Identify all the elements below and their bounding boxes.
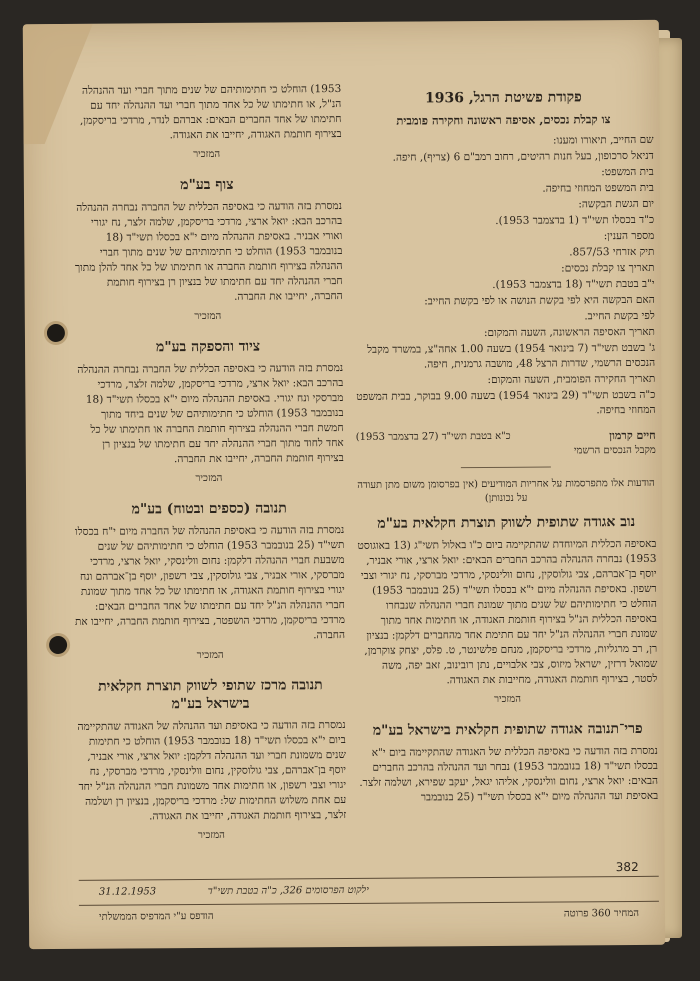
right-column (353, 80, 658, 807)
field-value: י"ב בטבת תשי"ד (18 בדצמבר 1953). (492, 277, 655, 291)
field-label: שם החייב, תיאורו ומענו: (552, 133, 654, 147)
field-label: בית המשפט: (601, 165, 654, 179)
field-value: ג' בשבט תשי"ד (7 בינואר 1954) בשעה 1.00 אחה"צ, במשרד מקבל הנכסים הרשמי, שדרות הרצל 48, מושבה גרמנית, חיפה. (367, 341, 656, 371)
price: המחיר 360 פרוטה (563, 907, 640, 920)
section-text: נמסרת בזה הודעה כי באסיפה הכללית של האגודה שהתקיימה ביום י"א בכסלו תשי"ד (18 בנובמבר 1953) נבחר ועד ההנהלה בהרכב החברים הבאים: יואל ארצי, נחום וולינסקי, אליהו יגאל, יעקב שפירא, ושלמה זלצר. באסיפת ועד ההנהלה מיום י"א בכסלו תשי"ד (25 בנובמבר (359, 744, 659, 804)
section-text: נמסרת בזה הודעה כי באסיפה הכללית של החברה נבחרה ההנהלה בהרכב הבא: יואל ארצי, מרדכי בריסקמן, שלמה זלצר, נח יגורי ואורי אבניר. באסיפת ההנהלה מיום י"א בכסלו תשי"ד (18 בנובמבר 1953) הוחלט כי חתימותיהם של שנים מתוך חברי ההנהלה בצירוף חותמת החברה או חתימתו של כל אחד להלן מתוך חברי ההנהלה יחד עם חתימתו של בנציון רן בצירוף חותמת החברה, יחייבו את החברה. (74, 200, 343, 303)
sign-date: כ"א בטבת תשי"ד (27 בדצמבר 1953) (355, 430, 511, 443)
section-heading: צוף בע"מ (180, 176, 234, 194)
left-column (71, 82, 346, 858)
document-page (23, 20, 665, 949)
footer-rule (79, 901, 659, 906)
field-label: תאריך החקירה הפומבית, השעה והמקום: (487, 372, 656, 386)
section-text: נמסרת בזה הודעה כי באסיפת ההנהלה של החברה מיום י"ח בכסלו תשי"ד (25 בנובמבר 1953) הוחלט כי חתימותיהם של שנים משבעת חברי ההנהלה דלקמן: נחום וולינסקי, יואל ארצי, מרדכי מברסקי, אורי אבניר, צבי גולוסקין, צבי רשפון, יוסף בן־אברהם ונח יגורי בצירוף חותמת האגודה, או חתימתו של כל אחד מתוך שמונת חברי ההנהלה הנ"ל יחד עם חתימתו של אחד החברים הבאים: מרדכי בריסקמן, מרדכי הושפטר, בצירוף חותמת החברה, יחייבו את החברה. (74, 523, 346, 642)
field-label: מספר הענין: (603, 229, 655, 243)
field-label: תאריך האסיפה הראשונה, השעה והמקום: (483, 325, 655, 340)
notice-title: פקודת פשיטת הרגל, 1936 (424, 89, 582, 107)
section-signature: המזכיר (494, 693, 521, 705)
signer-name: חיים קרמון (609, 428, 656, 443)
continued-text: 1953) הוחלט כי חתימותיהם של שנים מתוך חברי ועד ההנהלה הנ"ל, או חתימתו של כל אחד מתוך חברי ועד ההנהלה יחד עם חתימתו של אחד החברים הבאים: אברהם לנדר, מרדכי בריסקמן, בצירוף חותמת האגודה, יחייבו את האגודה. (79, 83, 342, 142)
section-heading: פרי־תנובה אגודה שתופית חקלאית בישראל בע"מ (372, 720, 643, 739)
section-signature: המזכיר (195, 472, 223, 485)
section-text: נמסרת בזה הודעה כי באסיפת ועד ההנהלה של האגודה שהתקיימה ביום י"א בכסלו תשי"ד (18 בנובמבר 1953) הוחלט כי חתימות שנים משמונת חברי ועד ההנהלה דלקמן: יואל ארצי, אורי אבניר, יוסף בן־אברהם, צבי גולוסקין, נחום וולינסקי, מרדכי מברסקי, נח יגורי וצבי רשפון, או חתימות אחד משמונת חברי ההנהלה הנ"ל יחד עם אחת משלוש החתימות של: מרדכי בריסקמן, בנציון רן ושלמה זלצר, בצירוף חותמת האגודה, יחייבו את האגודה. (77, 718, 347, 823)
section-heading: תנובה מרכז שתופי לשווק תוצרת חקלאית בישראל בע"מ (98, 677, 323, 713)
field-value: דניאל סרכופון, בעל חנות רהיטים, רחוב רמב"ם 6 (צריף), חיפה. (392, 149, 654, 164)
publication-reference: ילקוט הפרסומים 326, כ"ה בטבת תשי"ד (207, 884, 369, 897)
signer-title: מקבל הנכסים הרשמי (573, 444, 656, 457)
signature-block (356, 428, 656, 460)
page-footer (69, 859, 666, 942)
section-text: נמסרת בזה הודעה כי באסיפה הכללית של החברה נבחרה ההנהלה בהרכב הבא: יואל ארצי, מרדכי בריסקמן, שלמה זלצר, מרדכי מברסקי ונח יגורי. באסיפת ההנהלה מיום י"א בכסלו תשי"ד (18 בנובמבר 1953) הוחלט כי חתימותיהם של שנים ביחד מתוך חמשת חברי ההנהלה בצירוף חותמת החברה או חתימתו של כל אחד לחוד מתוך חברי ההנהלה יחד עם חתימתו של בנציון רן בצירוף חותמת החברה, יחייבו את החברה. (77, 362, 344, 466)
section-text: באסיפה הכללית המיוחדת שהתקיימה ביום כ"ו באלול תשי"ג (13 באוגוסט 1953) נבחרה ההנהלה בהרכב החברים הבאים: יואל ארצי, אורי אבניר, יוסף בן־אברהם, צבי גולוסקין, נחום וולינסקי, מרדכי מברסקי, נח יגורי וצבי רשפון. באסיפת ההנהלה מיום י"א בכסלו תשי"ד (25 בנובמבר 1953) הוחלט כי חתימותיהם של שנים מתוך שמונת חברי ההנהלה שנבחרו באסיפה הכללית הנ"ל בצירוף חותמת האגודה, או חתימות אחד מתוך שמונת חברי ההנהלה הנ"ל יחד עם חתימת אחד מהחברים דלקמן: בנציון רן, רב מרגליות, מרדכי בריסקמן, מנחם פלשינטר, ט. פלס, יצחק צוקרמן, שמואל דרזין, ישראל מיזוס, צבי אלבויים, נתן רובינוב, זאב יפה, משה לסטר, בצירוף חותמת האגודה, מחייבות את האגודה. (357, 537, 658, 687)
punch-hole (47, 324, 65, 342)
notice-subtitle: צו קבלת נכסים, אסיפה ראשונה וחקירה פומבית (396, 112, 611, 128)
section-heading: תנובה (כספים ובטוח) בע"מ (131, 500, 287, 518)
field-value: בית המשפט המחוזי בחיפה. (542, 181, 654, 195)
field-value: כ"ה בשבט תשי"ד (29 בינואר 1954) בשעה 9.00 בבוקר, בבית המשפט המחוזי בחיפה. (356, 388, 656, 417)
page-number: 382 (615, 859, 639, 875)
footer-rule (79, 876, 659, 881)
field-value: לפי בקשת החייב. (584, 309, 655, 323)
field-label: יום הגשת הבקשה: (578, 197, 655, 211)
printer-credit: הודפס ע"י המדפיס הממשלתי (98, 910, 214, 923)
field-label: תאריך צו קבלת נכסים: (561, 261, 655, 275)
section-signature: המזכיר (194, 310, 222, 323)
divider (461, 467, 551, 469)
notice-fields (354, 133, 656, 420)
field-value: כ"ד בכסלו תשי"ד (1 בדצמבר 1953). (495, 213, 655, 227)
section-signature: המזכיר (197, 829, 225, 842)
punch-hole (49, 636, 67, 654)
section-signature: המזכיר (196, 649, 224, 662)
section-heading: נוב אגודה שתופית לשווק תוצרת חקלאית בע"מ (377, 513, 636, 532)
disclaimer: הודעות אלו מתפרסמות על אחריות המודיעים (אין בפרסומן משום מתן תעודה על נכונותן) (357, 477, 655, 505)
section-heading: ציוד והספקה בע"מ (155, 338, 261, 356)
section-signature: המזכיר (193, 148, 221, 161)
field-label: האם הבקשה היא לפי בקשת הנושה או לפי בקשת החייב: (424, 293, 655, 308)
publication-date: 31.12.1953 (98, 886, 157, 898)
field-value: תיק אזרחי 857/53. (569, 245, 655, 259)
